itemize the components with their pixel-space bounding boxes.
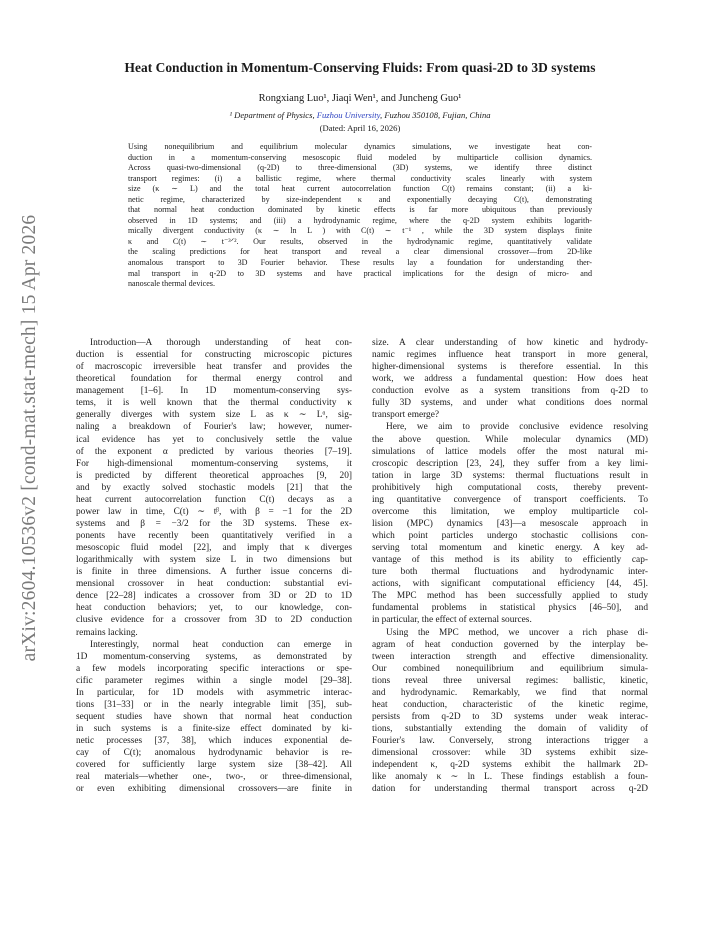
body-text-line: of macroscopic irreversible heat transfer and provides the: [76, 362, 352, 373]
body-text-line: mensional crossover in heat conduction: substantial evi-: [76, 579, 352, 590]
arxiv-side-stamp: [10, 0, 50, 932]
arxiv-identifier[interactable]: arXiv:2604.10536v2 [cond-mat.stat-mech] 15 Apr 2026: [19, 214, 40, 662]
body-text-line: ponents have recently been quantitatively verified in a: [76, 531, 352, 541]
body-text-line: the above question. While molecular dynamics (MD): [372, 434, 648, 445]
body-text-line: fully 3D systems, and under what conditions does normal: [372, 398, 648, 409]
body-text-line: dimensional crossover: while 3D systems exhibit size-: [372, 748, 648, 759]
body-text-line: In particular, for 1D models with asymmetric interac-: [76, 687, 352, 698]
body-text-line: mesoscopic fluid model [22], and imply that κ diverges: [76, 543, 352, 554]
body-text-line: which point particles undergo stochastic collisions con-: [372, 531, 648, 541]
paper-title: Heat Conduction in Momentum-Conserving Fluids: From quasi-2D to 3D systems: [124, 60, 596, 75]
abstract-line: Using nonequilibrium and equilibrium molecular dynamics simulations, we investigate heat con-: [128, 142, 592, 151]
body-text-line: size. A clear understanding of how kinetic and hydrody-: [372, 338, 648, 348]
body-text-line: tation in large 3D systems: thermal fluctuations result in: [372, 470, 648, 481]
body-text-line: Our combined nonequilibrium and equilibrium simula-: [372, 663, 648, 674]
body-text-line: duction is essential for constructing microscopic pictures: [76, 350, 352, 361]
body-text-line: generally diverges with system size L as κ ∼ Lᵅ, sig-: [76, 410, 352, 421]
body-text-line: serving total momentum and kinetic energy. A key ad-: [372, 543, 648, 554]
body-text-line: cay of C(t); anomalous hydrodynamic behavior is re-: [76, 748, 352, 759]
body-text-line: systems and β = −3/2 for the 3D systems. These ex-: [76, 518, 352, 529]
body-text-line: Introduction—A thorough understanding of heat con-: [90, 338, 352, 348]
body-text-line: or even exhibiting dimensional crossovers—are finite in: [76, 784, 352, 795]
body-text-line: fundamental problems in statistical physics [46–50], and: [372, 603, 648, 614]
body-text-line: like anomaly κ ∼ ln L. These findings establish a foun-: [372, 772, 648, 783]
body-text-line: higher-dimensional systems is therefore essential. In this: [372, 362, 648, 373]
body-text-line: remains lacking.: [76, 627, 138, 638]
abstract: [128, 142, 592, 290]
body-text-line: theoretical foundation for thermal energy control and: [76, 374, 352, 385]
body-text-line: tween interaction strength and effective dimensionality.: [372, 651, 648, 662]
body-text-line: Fourier's law. Conversely, strong interactions trigger a: [372, 736, 648, 747]
date-line: (Dated: April 16, 2026): [319, 123, 401, 133]
abstract-line: mal transport in q-2D to 3D systems and have practical implications for the design of micro- and: [128, 268, 592, 278]
body-text-line: agram of heat conduction governed by the interplay be-: [372, 639, 648, 650]
abstract-line: that normal heat conduction dominated by kinetic effects is far more ubiquitous than previously: [128, 205, 592, 215]
body-text-line: of the exponent α predicted by various theories [7–19].: [76, 446, 352, 457]
body-text-line: heat conduction, characteristic of the kinetic regime,: [372, 699, 648, 710]
body-text-line: naling a breakdown of Fourier's law; however, numer-: [76, 422, 352, 433]
body-text-line: is finite in three dimensions. A further issue concerns di-: [76, 567, 352, 578]
body-text-line: tions, substantially extending the domain of validity of: [372, 724, 648, 734]
body-text-line: is predicted by different theoretical approaches [9, 20]: [76, 470, 352, 481]
body-text-line: transport emerge?: [372, 410, 440, 421]
body-text-line: in particular, the effect of external sources.: [372, 615, 532, 626]
affiliation: [60, 110, 660, 120]
left-column-text: [76, 337, 352, 795]
abstract-line: Across quasi-two-dimensional (q-2D) to three-dimensional (3D) systems, we identify three distinct: [128, 163, 592, 173]
abstract-line: transport regimes: (i) a ballistic regime, where thermal conductivity scales linearly with system: [128, 173, 592, 183]
body-text-line: persists from q-2D to 3D systems under weak interac-: [372, 711, 648, 722]
body-text-line: vantage of this method is its ability to efficiently cap-: [372, 555, 648, 566]
body-text-line: prohibitively high computational costs, thereby prevent-: [372, 482, 648, 493]
body-text-line: power law in time, C(t) ∼ tᵝ, with β = −1 for the 2D: [76, 506, 352, 517]
abstract-line: anomalous transport to 3D Fourier behavior. These results lay a foundation for understanding ther-: [128, 258, 592, 268]
body-text-line: Here, we aim to provide conclusive evidence resolving: [386, 422, 648, 433]
body-text-line: heat current autocorrelation function C(t) decays as a: [76, 494, 352, 505]
body-text-line: lision (MPC) dynamics [43]—a mesoscale approach in: [372, 518, 648, 529]
body-text-line: For high-dimensional momentum-conserving systems, it: [76, 458, 352, 469]
body-text-line: croscopic description [23, 24], they suffer from a key limi-: [372, 458, 648, 469]
body-text-line: covered for sufficiently large system size [38–42]. All: [76, 760, 352, 771]
body-text-line: namic regimes influence heat transport in more general,: [372, 350, 648, 361]
body-text-line: conduction evolve as a system transitions from q-2D to: [372, 386, 648, 397]
body-text-line: simulations of lattice models offer the most natural mi-: [372, 446, 648, 457]
body-text-line: work, we address a fundamental question: How does heat: [372, 374, 648, 385]
abstract-line: duction in a momentum-conserving mesoscopic fluid modeled by multiparticle collision dynamics.: [128, 152, 592, 162]
abstract-line: the scaling predictions for heat transport and reveal a clear dimensional crossover—from 2D-like: [128, 247, 592, 257]
body-text-line: independent κ, q-2D systems exhibit the hallmark 2D-: [372, 760, 648, 771]
abstract-line: nanoscale thermal devices.: [128, 279, 215, 289]
body-text-line: 1D momentum-conserving systems, as demonstrated by: [76, 651, 352, 662]
body-text-line: ing quantitative convergence of transport coefficients. To: [372, 494, 648, 505]
affiliation-suffix: , Fuzhou 350108, Fujian, China: [380, 110, 491, 120]
body-text-line: netic processes [37, 38], which induces exponential de-: [76, 736, 352, 747]
affiliation-prefix: ¹ Department of Physics,: [229, 110, 317, 120]
body-text-line: actions, with significant computational efficiency [44, 45].: [372, 579, 648, 590]
body-text-line: and hydrodynamic. Remarkably, we find that normal: [372, 687, 648, 698]
body-text-line: tems, it is well known that the thermal conductivity κ: [76, 398, 352, 409]
body-text-line: overcome this limitation, we employ multiparticle col-: [372, 506, 648, 517]
body-text-line: in such systems is a finite-size effect dominated by ki-: [76, 724, 352, 734]
body-text-line: logarithmically with system size L in two dimensions but: [76, 555, 352, 566]
author-list: Rongxiang Luo¹, Jiaqi Wen¹, and Juncheng Guo¹: [258, 93, 462, 104]
abstract-line: netic regime, characterized by size-independent κ and exponentially decaying C(t), demonstrating: [128, 194, 592, 204]
body-text-line: ture both thermal fluctuations and hydrodynamic inter-: [372, 567, 648, 578]
right-column-text: [372, 337, 648, 795]
abstract-line: size (κ ∼ L) and the total heat current autocorrelation function C(t) remains constant; (ii) a ki-: [128, 184, 592, 194]
body-text-line: sequent studies have shown that normal heat conduction: [76, 711, 352, 722]
body-text-line: heat conduction behaviors; yet, to our knowledge, con-: [76, 603, 352, 614]
body-text-line: clusive evidence for a crossover from 3D to 2D conduction: [76, 615, 352, 626]
body-text-line: cific parameter regimes within a single model [29–38].: [76, 675, 352, 686]
body-text-line: a few models incorporating specific interactions or spe-: [76, 663, 352, 674]
body-text-line: tions [31–33] or in the nearly integrable limit [35], sub-: [76, 699, 352, 710]
body-text-line: real materials—whether one-, two-, or three-dimensional,: [76, 772, 352, 783]
abstract-line: observed in 1D systems; and (iii) a hydrodynamic regime, where the q-2D system exhibits logarith-: [128, 215, 592, 225]
body-text-line: and by exactly solved stochastic models [21] that the: [76, 482, 352, 493]
body-text-line: Using the MPC method, we uncover a rich phase di-: [386, 627, 648, 638]
body-text-line: The MPC method has been successfully applied to study: [372, 591, 648, 602]
body-text-line: dence [22–28] indicates a crossover from 3D or 2D to 1D: [76, 591, 352, 602]
abstract-line: κ and C(t) ∼ t⁻³ᐟ². Our results, observed in the hydrodynamic regime, quantitatively validate: [128, 236, 592, 246]
body-text-line: dation for understanding thermal transport across q-2D: [372, 784, 648, 795]
body-text-line: ical evidence has yet to conclusively settle the value: [76, 434, 352, 445]
body-text-line: management [1–6]. In 1D momentum-conserving sys-: [76, 386, 352, 397]
body-text-line: tions reveal three universal regimes: ballistic, kinetic,: [372, 675, 648, 686]
abstract-line: mically divergent conductivity (κ ∼ ln L ) with C(t) ∼ t⁻¹ , while the 3D system displays finite: [128, 226, 592, 236]
university-link[interactable]: Fuzhou University: [316, 110, 381, 120]
body-text-line: Interestingly, normal heat conduction can emerge in: [90, 639, 352, 650]
